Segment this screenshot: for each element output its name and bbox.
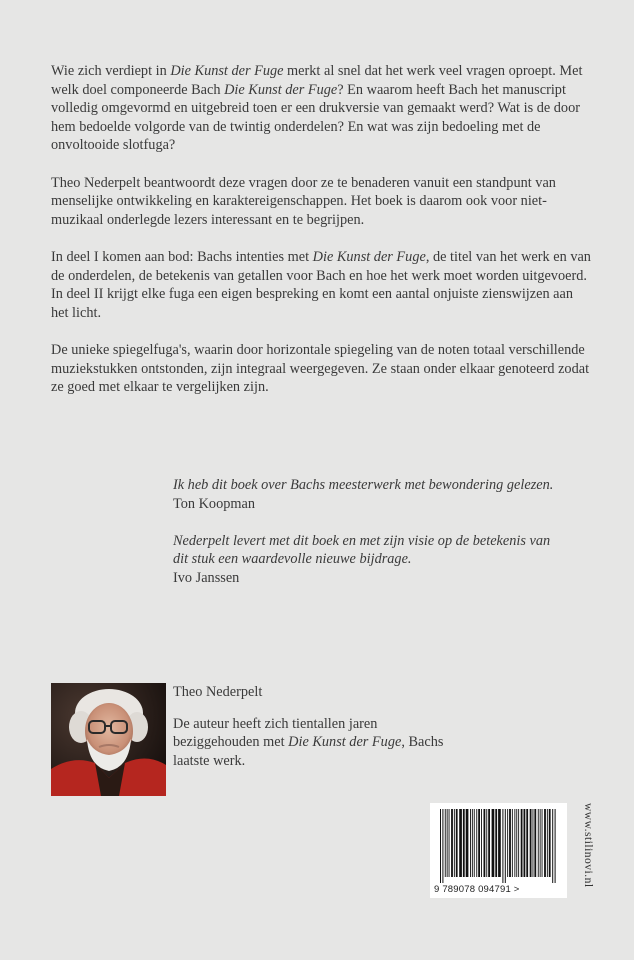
endorsement-quote: Ik heb dit boek over Bachs meesterwerk met bewondering gelezen. [173,477,554,493]
barcode-bar [518,809,519,877]
endorsements [173,476,563,606]
endorsement-author: Ivo Janssen [173,569,240,586]
barcode-bar [449,809,450,877]
barcode-bar [544,809,546,877]
barcode-bar [481,809,482,877]
barcode-bar [526,809,528,877]
barcode-bar [516,809,517,877]
barcode-bar [454,809,455,877]
barcode-bar [440,809,441,883]
endorsement-quote: Nederpelt levert met dit boek en met zijn visie op de betekenis van dit stuk een waardevolle nieuwe bijdrage. [173,532,551,568]
blurb-paragraph-intro: Wie zich verdiept in Die Kunst der Fuge merkt al snel dat het werk veel vragen oproept. Met welk doel componeerde Bach Die Kunst der Fuge? En waarom heeft Bach het manuscript volledig omgevormd en uitgebreid toen er een drukversie van gemaakt werd? Wat is de door hem bedoelde volgorde van de twintig onderdelen? En wat was zijn bedoeling met de onvoltooide slotfuga? [51,63,583,154]
barcode-bar [456,809,458,877]
barcode-bar [486,809,487,877]
barcode-bar [488,809,490,877]
publisher-url: www.stilinovi.nl [582,803,594,888]
blurb-paragraph-approach: Theo Nederpelt beantwoordt deze vragen door ze te benaderen vanuit een standpunt van menselijke ontwikkeling en karaktereigenschappen. Het boek is daarom ook voor niet-muzikaal onderlegde lezers interessant en te begrijpen. [51,174,556,228]
barcode-bar [555,809,556,883]
barcode-bar [530,809,532,877]
endorsement [173,476,563,513]
isbn-barcode [430,803,567,898]
isbn-digits: 9 789078 094791 > [434,884,520,895]
barcode-bar [507,809,508,877]
barcode-bar [445,809,446,877]
author-photo [51,683,166,796]
endorsement [173,532,563,588]
barcode-bar [552,809,553,883]
barcode-bar [459,809,462,877]
barcode-bar [512,809,513,877]
blurb-paragraph-mirror-fugues: De unieke spiegelfuga's, waarin door horizontale spiegeling van de noten totaal verschillende muziekstukken ontstonden, zijn integraal weergegeven. Ze staan onder elkaar genoteerd zodat ze goed met elkaar te vergelijken zijn. [51,341,590,396]
barcode-bar [542,809,543,877]
barcode-bar [442,809,443,883]
barcode-bar [495,809,497,877]
barcode-bar [538,809,539,877]
author-bio: De auteur heeft zich tientallen jaren beziggehouden met Die Kunst der Fuge, Bachs laatste werk. [173,715,444,769]
barcode-bar [447,809,448,877]
barcode-bar [463,809,465,877]
barcode-bar [478,809,480,877]
barcode-bar [505,809,506,883]
barcode-bar [534,809,536,877]
barcode-bar [521,809,523,877]
barcode-bar [476,809,477,877]
barcode-bar [549,809,551,877]
barcode-bar [492,809,495,877]
barcode-bars [438,809,559,883]
barcode-bar [514,809,515,877]
barcode-bar [509,809,511,877]
barcode-bar [472,809,473,877]
barcode-bar [502,809,503,883]
author-info [173,683,463,770]
barcode-bar [524,809,526,877]
author-name: Theo Nederpelt [173,684,263,700]
barcode-bar [540,809,541,877]
blurb-paragraph-part-one: In deel I komen aan bod: Bachs intenties met Die Kunst der Fuge, de titel van het werk en van de onderdelen, de betekenis van getallen voor Bach en hoe het werk moet worden uitgevoerd. [51,248,591,284]
back-cover-blurb [51,62,591,415]
barcode-bar [470,809,471,877]
barcode-bar [466,809,469,877]
barcode-bar [547,809,548,877]
barcode-bar [498,809,501,877]
barcode-bar [451,809,453,877]
barcode-bar [474,809,475,877]
endorsement-author: Ton Koopman [173,495,255,512]
barcode-bar [484,809,486,877]
barcode-bar [533,809,534,877]
blurb-paragraph-part-two: In deel II krijgt elke fuga een eigen bespreking en komt een aantal onjuiste zienswijzen aan het licht. [51,286,574,321]
